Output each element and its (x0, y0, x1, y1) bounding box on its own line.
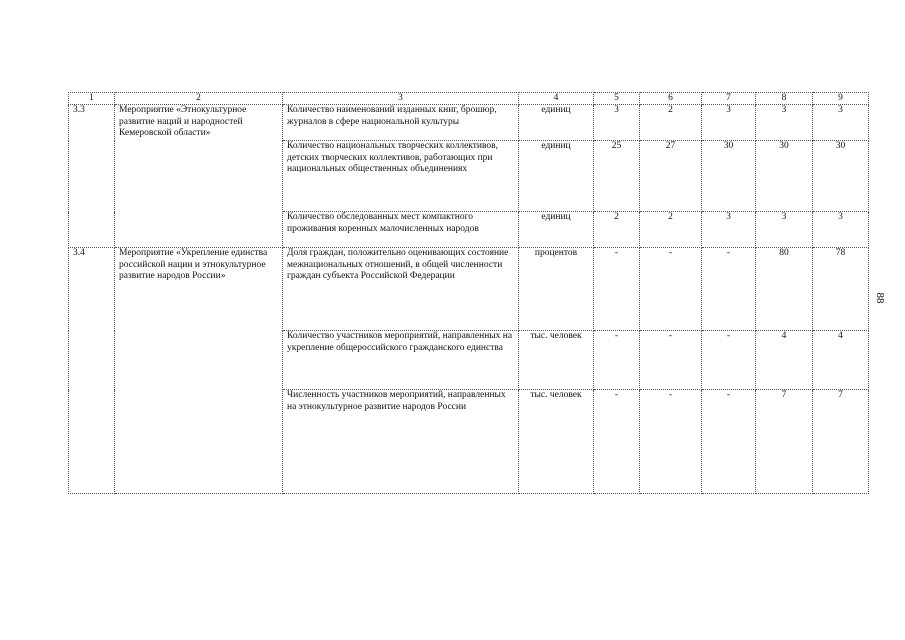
indicator-cell: Численность участников мероприятий, направленных на этнокультурное развитие народов России (283, 390, 519, 494)
indicator-cell: Количество национальных творческих коллективов, детских творческих коллективов, работающих при национальных общественных объединениях (283, 141, 519, 212)
header-cell: 4 (519, 93, 594, 105)
indicator-cell: Количество наименований изданных книг, брошюр, журналов в сфере национальной культуры (283, 105, 519, 141)
value-cell: - (640, 331, 702, 390)
value-cell: 3 (756, 212, 813, 248)
value-cell: 7 (813, 390, 869, 494)
header-cell: 8 (756, 93, 813, 105)
table-row (69, 105, 869, 141)
value-cell: 3 (702, 212, 756, 248)
row-number: 3.3 (69, 105, 115, 248)
value-cell: 2 (594, 212, 640, 248)
value-cell: 2 (640, 105, 702, 141)
page-number: 88 (874, 292, 886, 304)
value-cell: - (702, 248, 756, 331)
value-cell: - (594, 331, 640, 390)
table-row (69, 248, 869, 331)
unit-cell: единиц (519, 105, 594, 141)
row-number: 3.4 (69, 248, 115, 494)
value-cell: 30 (756, 141, 813, 212)
value-cell: 27 (640, 141, 702, 212)
header-cell: 6 (640, 93, 702, 105)
document-page (68, 92, 868, 494)
indicators-table (68, 92, 869, 494)
unit-cell: единиц (519, 141, 594, 212)
table-header-row (69, 93, 869, 105)
value-cell: 78 (813, 248, 869, 331)
value-cell: 3 (594, 105, 640, 141)
value-cell: - (640, 390, 702, 494)
measure-title: Мероприятие «Укрепление единства российской нации и этнокультурное развитие народов России» (115, 248, 283, 494)
value-cell: - (594, 390, 640, 494)
value-cell: 2 (640, 212, 702, 248)
header-cell: 3 (283, 93, 519, 105)
value-cell: 30 (813, 141, 869, 212)
unit-cell: единиц (519, 212, 594, 248)
value-cell: 3 (813, 212, 869, 248)
value-cell: 7 (756, 390, 813, 494)
value-cell: 4 (813, 331, 869, 390)
unit-cell: процентов (519, 248, 594, 331)
unit-cell: тыс. человек (519, 390, 594, 494)
measure-title: Мероприятие «Этнокультурное развитие наций и народностей Кемеровской области» (115, 105, 283, 248)
value-cell: 4 (756, 331, 813, 390)
header-cell: 2 (115, 93, 283, 105)
value-cell: 30 (702, 141, 756, 212)
value-cell: - (594, 248, 640, 331)
indicator-cell: Количество участников мероприятий, направленных на укрепление общероссийского гражданского единства (283, 331, 519, 390)
value-cell: 80 (756, 248, 813, 331)
unit-cell: тыс. человек (519, 331, 594, 390)
value-cell: - (702, 331, 756, 390)
indicator-cell: Количество обследованных мест компактного проживания коренных малочисленных народов (283, 212, 519, 248)
value-cell: 25 (594, 141, 640, 212)
value-cell: - (702, 390, 756, 494)
indicator-cell: Доля граждан, положительно оценивающих состояние межнациональных отношений, в общей численности граждан субъекта Российской Федерации (283, 248, 519, 331)
value-cell: - (640, 248, 702, 331)
value-cell: 3 (702, 105, 756, 141)
header-cell: 9 (813, 93, 869, 105)
value-cell: 3 (756, 105, 813, 141)
header-cell: 5 (594, 93, 640, 105)
header-cell: 7 (702, 93, 756, 105)
header-cell: 1 (69, 93, 115, 105)
value-cell: 3 (813, 105, 869, 141)
